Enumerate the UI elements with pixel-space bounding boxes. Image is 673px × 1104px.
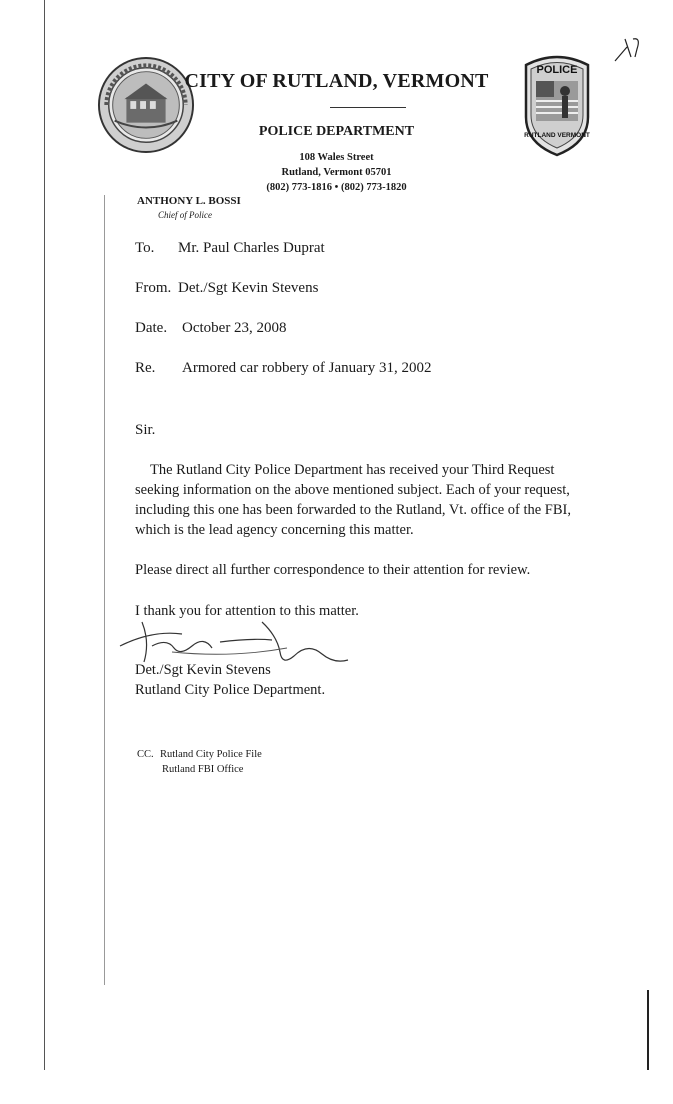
body-paragraph-2: Please direct all further correspondence to their attention for review. bbox=[135, 562, 531, 578]
signer-name: Det./Sgt Kevin Stevens bbox=[135, 662, 271, 678]
date-label: Date. bbox=[135, 320, 168, 336]
chief-title: Chief of Police bbox=[158, 210, 212, 220]
to-value: Mr. Paul Charles Duprat bbox=[178, 240, 325, 256]
police-badge-icon bbox=[520, 51, 594, 157]
from-value: Det./Sgt Kevin Stevens bbox=[178, 280, 319, 296]
letterhead-divider bbox=[330, 107, 406, 108]
scan-edge-right bbox=[647, 990, 649, 1070]
body-line-4: which is the lead agency concerning this matter. bbox=[135, 522, 414, 538]
letterhead-city: CITY OF RUTLAND, VERMONT bbox=[184, 70, 489, 92]
re-value: Armored car robbery of January 31, 2002 bbox=[182, 360, 432, 376]
body-line-1: The Rutland City Police Department has received your Third Request bbox=[150, 462, 555, 478]
scan-margin-line bbox=[104, 195, 105, 985]
closing: I thank you for attention to this matter. bbox=[135, 603, 359, 619]
signer-department: Rutland City Police Department. bbox=[135, 682, 326, 698]
letterhead-city-state-zip: Rutland, Vermont 05701 bbox=[281, 167, 392, 178]
body-line-2: seeking information on the above mentioned subject. Each of your request, bbox=[135, 482, 570, 498]
to-label: To. bbox=[135, 240, 155, 256]
chief-name: ANTHONY L. BOSSI bbox=[137, 195, 241, 207]
badge-label: POLICE bbox=[536, 64, 578, 76]
from-label: From. bbox=[135, 280, 172, 296]
cc-line-2: Rutland FBI Office bbox=[162, 764, 244, 775]
cc-label: CC. bbox=[137, 749, 154, 760]
letterhead-street: 108 Wales Street bbox=[299, 152, 374, 163]
body-line-3: including this one has been forwarded to the Rutland, Vt. office of the FBI, bbox=[135, 502, 571, 518]
handwritten-mark-icon bbox=[613, 35, 643, 65]
date-value: October 23, 2008 bbox=[182, 320, 287, 336]
letterhead-phones: (802) 773-1816 • (802) 773-1820 bbox=[266, 182, 407, 193]
salutation: Sir. bbox=[135, 422, 156, 438]
re-label: Re. bbox=[135, 360, 156, 376]
letterhead-department: POLICE DEPARTMENT bbox=[258, 124, 415, 139]
cc-line-1: Rutland City Police File bbox=[160, 749, 262, 760]
badge-bottom-label: RUTLAND VERMONT bbox=[524, 132, 590, 139]
